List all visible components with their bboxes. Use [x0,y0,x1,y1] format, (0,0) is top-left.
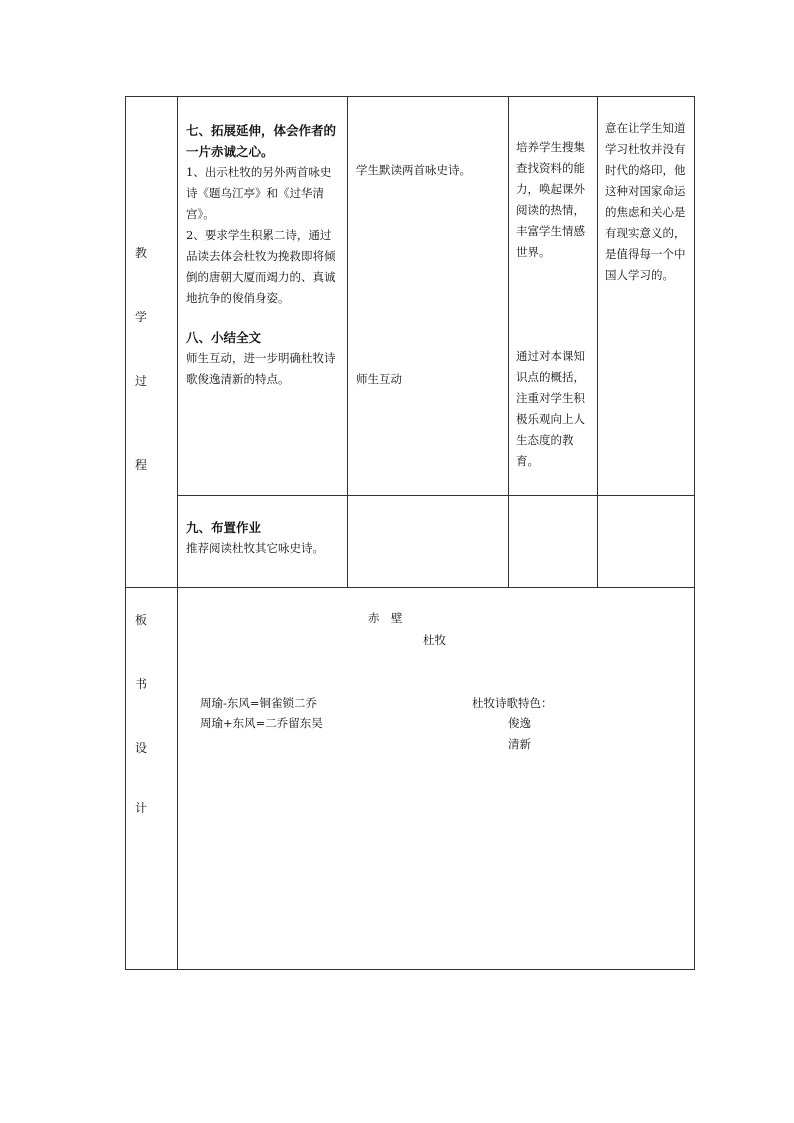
column-divider [597,97,598,587]
board-line1: 周瑜-东风=铜雀锁二乔 [200,696,318,710]
board-feature2: 清新 [508,737,531,751]
process-label-char: 教 [134,246,147,260]
section7-item2: 2、要求学生积累二诗，通过品读去体会杜牧为挽救即将倾倒的唐朝大厦而竭力的、真诚地抗争的俊俏身姿。 [186,228,336,305]
board-label-char: 计 [134,801,147,815]
board-label-char: 设 [134,741,147,755]
section7-title: 七、拓展延伸，体会作者的一片赤诚之心。 [186,123,337,159]
column-divider [508,97,509,587]
column-divider [177,587,178,969]
section9-title: 九、布置作业 [186,520,262,535]
process-label-char: 过 [134,374,147,388]
board-title: 赤 壁 [368,611,403,625]
lesson-plan-table [125,96,695,970]
section8-title: 八、小结全文 [186,330,262,345]
section8-body: 师生互动，进一步明确杜牧诗歌俊逸清新的特点。 [186,351,336,386]
section9-body: 推荐阅读杜牧其它咏史诗。 [186,541,324,555]
column-divider [177,97,178,587]
board-label-char: 书 [134,677,147,691]
process-label-char: 学 [134,310,147,324]
column-divider [347,97,348,587]
section7-item1: 1、出示杜牧的另外两首咏史诗《题乌江亭》和《过华清宫》。 [186,165,332,221]
intent-8: 通过对本课知识点的概括，注重对学生积极乐观向上人生态度的教育。 [516,349,585,468]
process-label-char: 程 [134,458,147,472]
row-divider [177,495,695,496]
teaching-content-cell [186,120,342,390]
student-activity-8: 师生互动 [356,372,402,386]
board-label-char: 板 [134,613,147,627]
student-activity-7: 学生默读两首咏史诗。 [356,163,471,177]
board-feature1: 俊逸 [508,716,531,730]
board-features-title: 杜牧诗歌特色： [472,696,553,710]
board-line2: 周瑜+东风=二乔留东吴 [200,716,323,730]
design-intent-7: 意在让学生知道学习杜牧并没有时代的烙印，他这种对国家命运的焦虑和关心是有现实意义的，是值得每一个中国人学习的。 [605,121,686,282]
board-author: 杜牧 [423,633,446,647]
row-divider [126,587,694,588]
intent-7: 培养学生搜集查找资料的能力，唤起课外阅读的热情，丰富学生情感世界。 [516,140,585,259]
homework-cell [186,517,342,559]
